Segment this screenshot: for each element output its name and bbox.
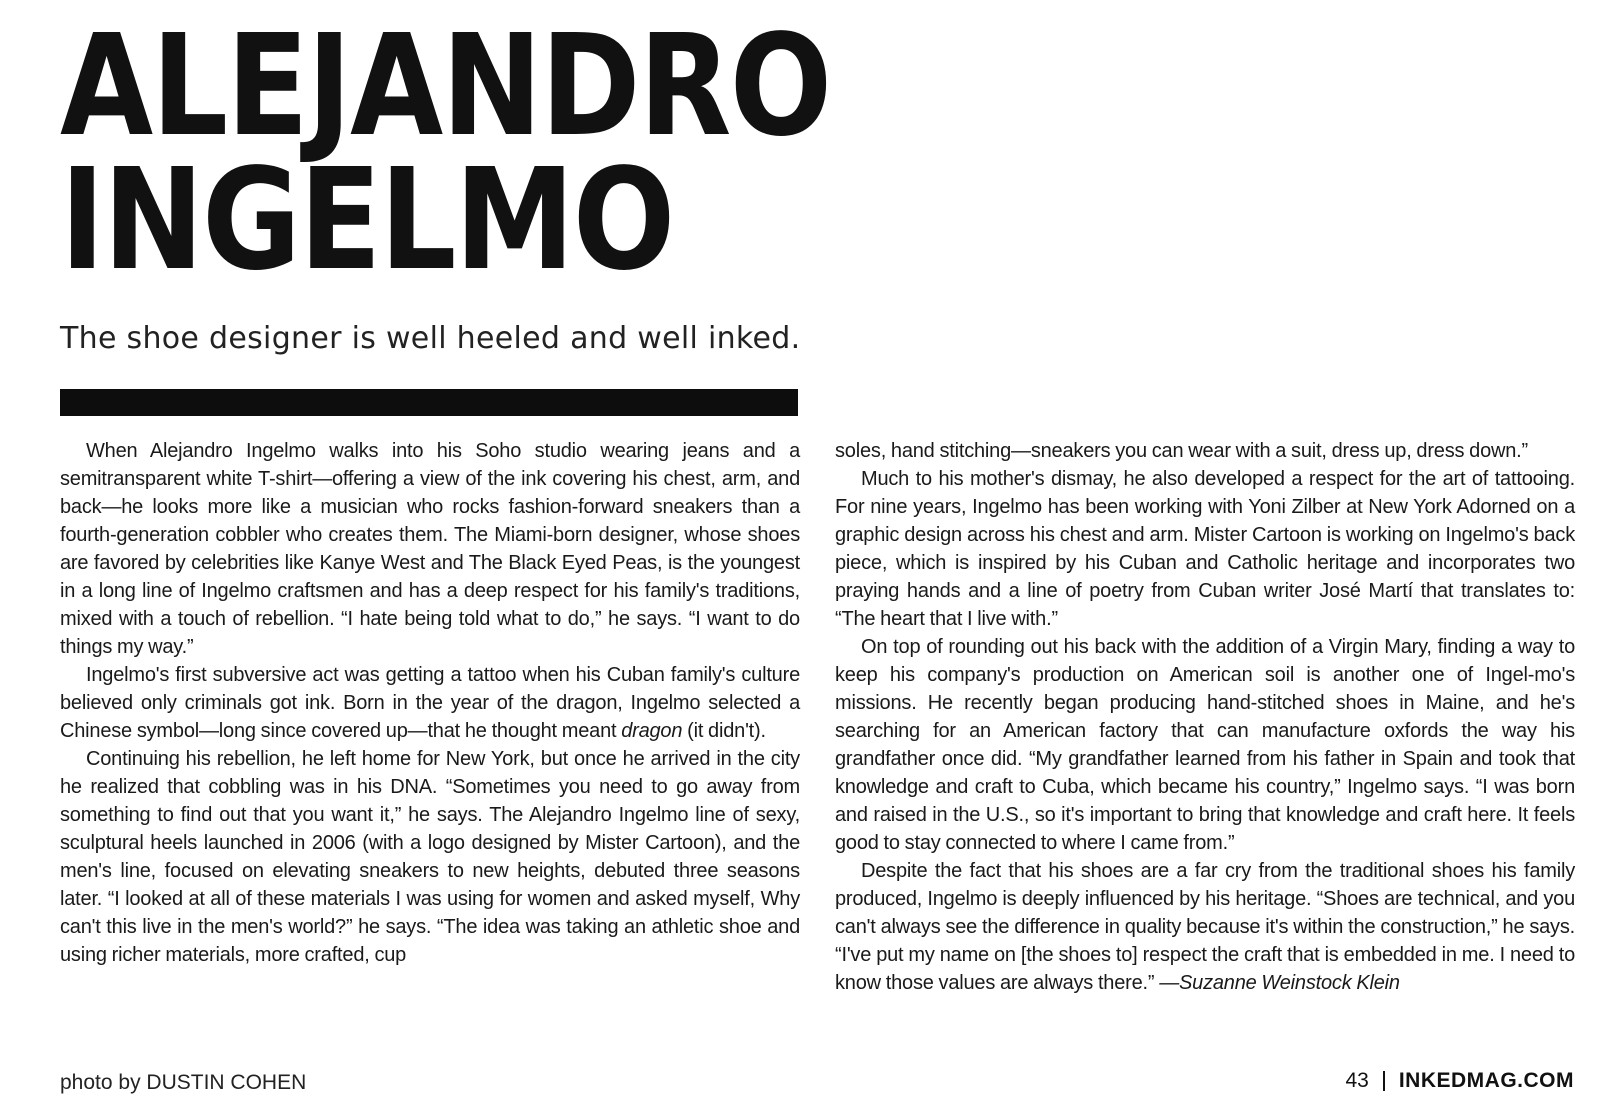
- article-paragraph: Continuing his rebellion, he left home for New York, but once he arrived in the city he realized that cobbling was in his DNA. “Sometimes you need to go away from something to find out that you want it,” he says. The Alejandro Ingelmo line of sexy, sculptural heels launched in 2006 (with a logo designed by Mister Cartoon), and the men's line, focused on elevating sneakers to new heights, debuted three seasons later. “I looked at all of these materials I was using for women and asked myself, Why can't this live in the men's world?” he says. “The idea was taking an athletic shoe and using richer materials, more crafted, cup: [60, 748, 800, 966]
- article-column-right: [835, 437, 1575, 997]
- headline: [60, 5, 831, 302]
- paragraph-text: Despite the fact that his shoes are a far cry from the traditional shoes his family produced, Ingelmo is deeply influenced by his heritage. “Shoes are technical, and you can't always see the difference in quality because it's within the construction,” he says. “I've put my name on [the shoes to] respect the craft that is embedded in me. I need to know those values are always there.”: [835, 860, 1575, 994]
- section-divider-bar: [60, 389, 798, 416]
- footer-separator: [1383, 1071, 1385, 1091]
- headline-line-1: ALEJANDRO: [60, 5, 831, 168]
- article-paragraph: Much to his mother's dismay, he also developed a respect for the art of tattooing. For nine years, Ingelmo has been working with Yoni Zilber at New York Adorned on a graphic design across his chest and arm. Mister Cartoon is working on Ingelmo's back piece, which is inspired by his Cuban and Catholic heritage and incorporates two praying hands and a line of poetry from Cuban writer José Martí that translates to: “The heart that I live with.”: [835, 468, 1575, 630]
- author-byline: —Suzanne Weinstock Klein: [1159, 972, 1400, 994]
- subheadline: The shoe designer is well heeled and well inked.: [60, 321, 801, 356]
- article-paragraph: On top of rounding out his back with the addition of a Virgin Mary, finding a way to keep his company's production on American soil is another one of Ingel-mo's missions. He recently began producing hand-stitched shoes in Maine, and he's searching for an American factory that can manufacture oxfords the way his grandfather once did. “My grandfather learned from his father in Spain and took that knowledge and craft to Cuba, which became his country,” Ingelmo says. “I was born and raised in the U.S., so it's important to bring that knowledge and craft here. It feels good to stay connected to where I came from.”: [835, 636, 1575, 854]
- article-paragraph: When Alejandro Ingelmo walks into his Soho studio wearing jeans and a semitransparent white T-shirt—offering a view of the ink covering his chest, arm, and back—he looks more like a musician who rocks fashion-forward sneakers than a fourth-generation cobbler who creates them. The Miami-born designer, whose shoes are favored by celebrities like Kanye West and The Black Eyed Peas, is the youngest in a long line of Ingelmo craftsmen and has a deep respect for his family's traditions, mixed with a touch of rebellion. “I hate being told what to do,” he says. “I want to do things my way.”: [60, 440, 800, 658]
- paragraph-text: Ingelmo's first subversive act was getting a tattoo when his Cuban family's culture believed only criminals got ink. Born in the year of the dragon, Ingelmo selected a Chinese symbol—long since covered up—that he thought meant: [60, 664, 800, 742]
- headline-line-2: INGELMO: [60, 139, 674, 302]
- site-url: INKEDMAG.COM: [1398, 1069, 1574, 1092]
- paragraph-text: (it didn't).: [682, 720, 766, 742]
- article-column-left: [60, 437, 800, 969]
- page-footer: [1345, 1068, 1574, 1094]
- photo-credit: photo by DUSTIN COHEN: [60, 1071, 307, 1094]
- article-paragraph-continued: soles, hand stitching—sneakers you can wear with a suit, dress up, dress down.”: [835, 440, 1528, 462]
- article-paragraph: [835, 857, 1575, 997]
- italic-term: dragon: [621, 720, 683, 742]
- page-number: 43: [1345, 1069, 1369, 1092]
- article-paragraph: [60, 661, 800, 745]
